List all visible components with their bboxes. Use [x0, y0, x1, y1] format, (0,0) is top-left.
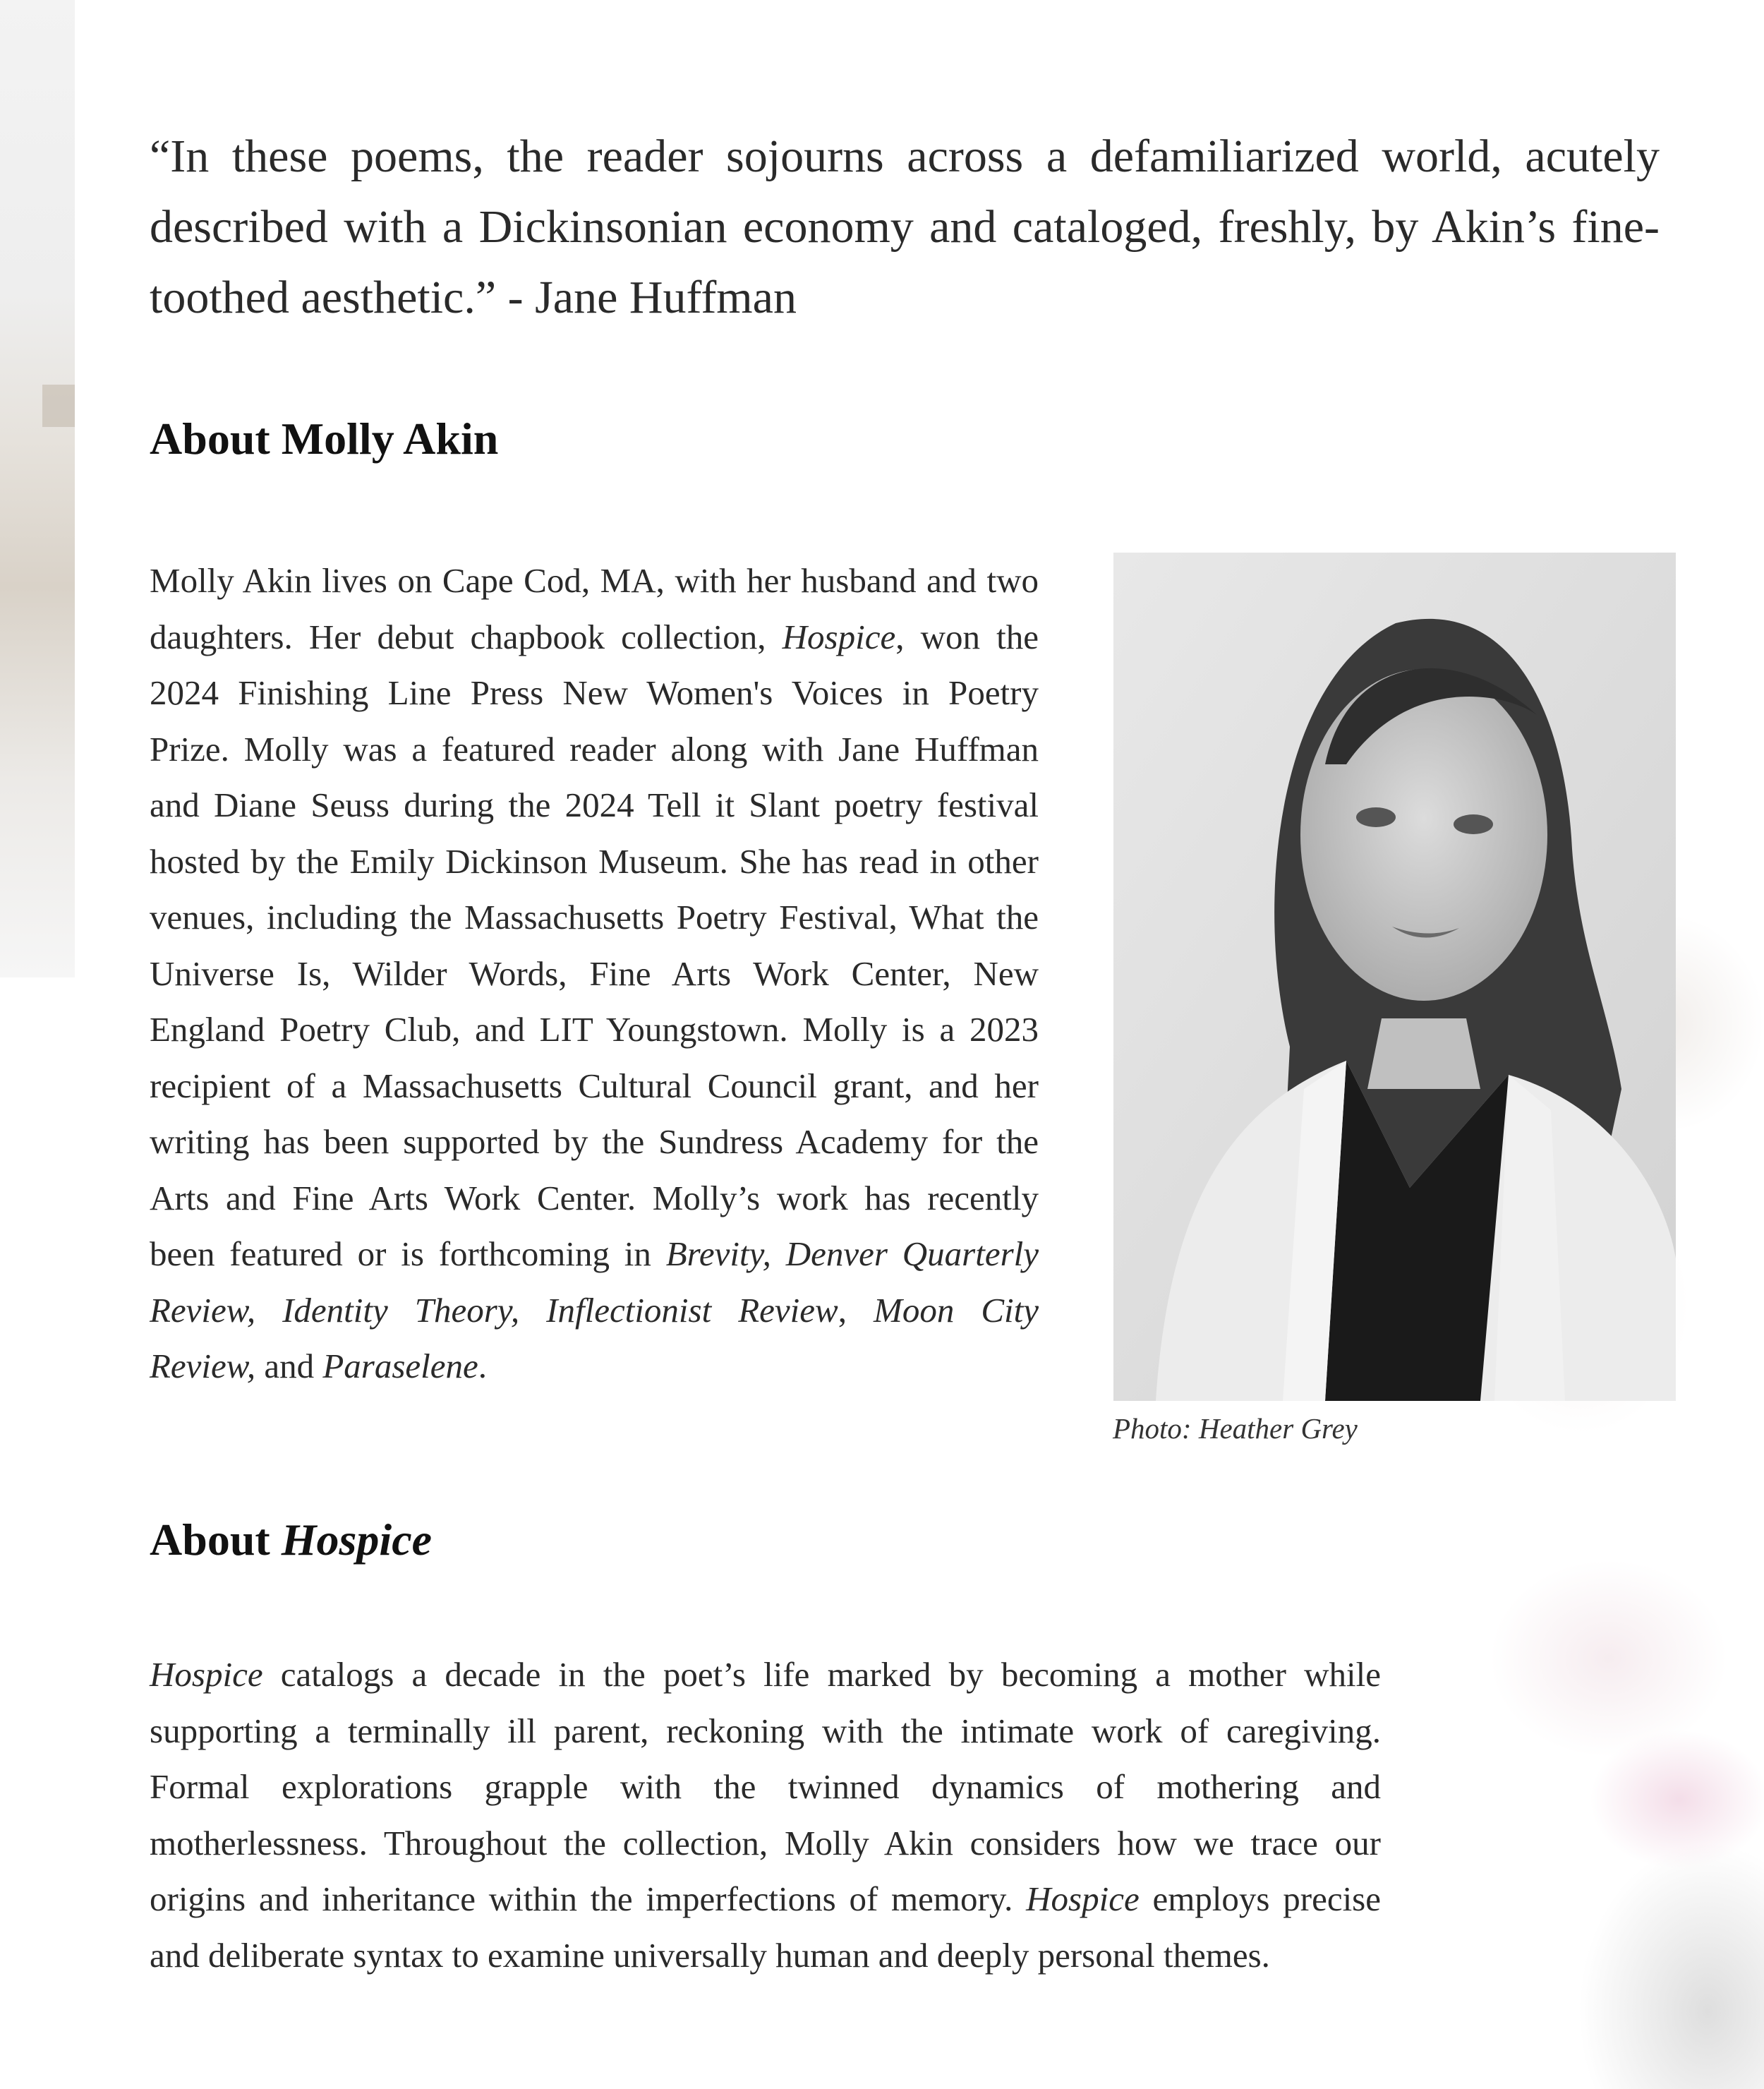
bio-text: , won the 2024 Finishing Line Press New Women's Voices in Poetry Prize. Molly was a featured reader along with Jane Huffman and Diane Seuss during the 2024 Tell it Slant poetry festival hosted by the Emily Dickinson Museum. She has read in other venues, including the Massachusetts Poetry Festival, What the Universe Is, Wilder Words, Fine Arts Work Center, New England Poetry Club, and LIT Youngstown. Molly is a 2023 recipient of a Massachusetts Cultural Council grant, and her writing has been supported by the Sundress Academy for the Arts and Fine Arts Work Center. Molly’s work has recently been featured or is forthcoming in	[150, 617, 1039, 1273]
bio-text: and	[255, 1347, 323, 1385]
about-book-heading-prefix: About	[150, 1515, 282, 1565]
bio-publication: Paraselene	[322, 1347, 478, 1385]
about-book-heading	[150, 1514, 432, 1566]
book-description	[150, 1646, 1381, 1983]
desc-book-title: Hospice	[150, 1655, 263, 1694]
photo-caption: Photo: Heather Grey	[1113, 1412, 1358, 1445]
background-shade	[42, 385, 75, 427]
author-portrait-image	[1113, 553, 1676, 1401]
author-photo	[1113, 553, 1676, 1401]
author-bio	[150, 553, 1039, 1395]
bio-book-title: Hospice	[782, 617, 896, 656]
bio-text: .	[478, 1347, 488, 1385]
desc-text: employs precise and deliberate syntax to examine universally human and deeply personal themes.	[150, 1879, 1381, 1975]
bio-publications: Brevity, Denver Quarterly Review, Identity Theory, Inflectionist Review	[150, 1234, 1039, 1330]
desc-text: catalogs a decade in the poet’s life marked by becoming a mother while supporting a terminally ill parent, reckoning with the intimate work of caregiving. Formal explorations grapple with the twinned dynamics of mothering and motherlessness. Throughout the collection, Molly Akin considers how we trace our origins and inheritance within the imperfections of memory.	[150, 1655, 1381, 1918]
pull-quote: “In these poems, the reader sojourns across a defamiliarized world, acutely described with a Dickinsonian economy and cataloged, freshly, by Akin’s fine-toothed aesthetic.” - Jane Huffman	[150, 131, 1660, 323]
about-book-heading-title: Hospice	[281, 1515, 432, 1565]
bio-publication: Moon City Review,	[150, 1290, 1039, 1385]
bio-text: ,	[838, 1290, 874, 1330]
desc-book-title: Hospice	[1026, 1879, 1140, 1918]
bio-text: Molly Akin lives on Cape Cod, MA, with her husband and two daughters. Her debut chapbook collection,	[150, 561, 1039, 656]
about-author-heading: About Molly Akin	[150, 414, 499, 464]
background-image-left	[0, 0, 75, 977]
